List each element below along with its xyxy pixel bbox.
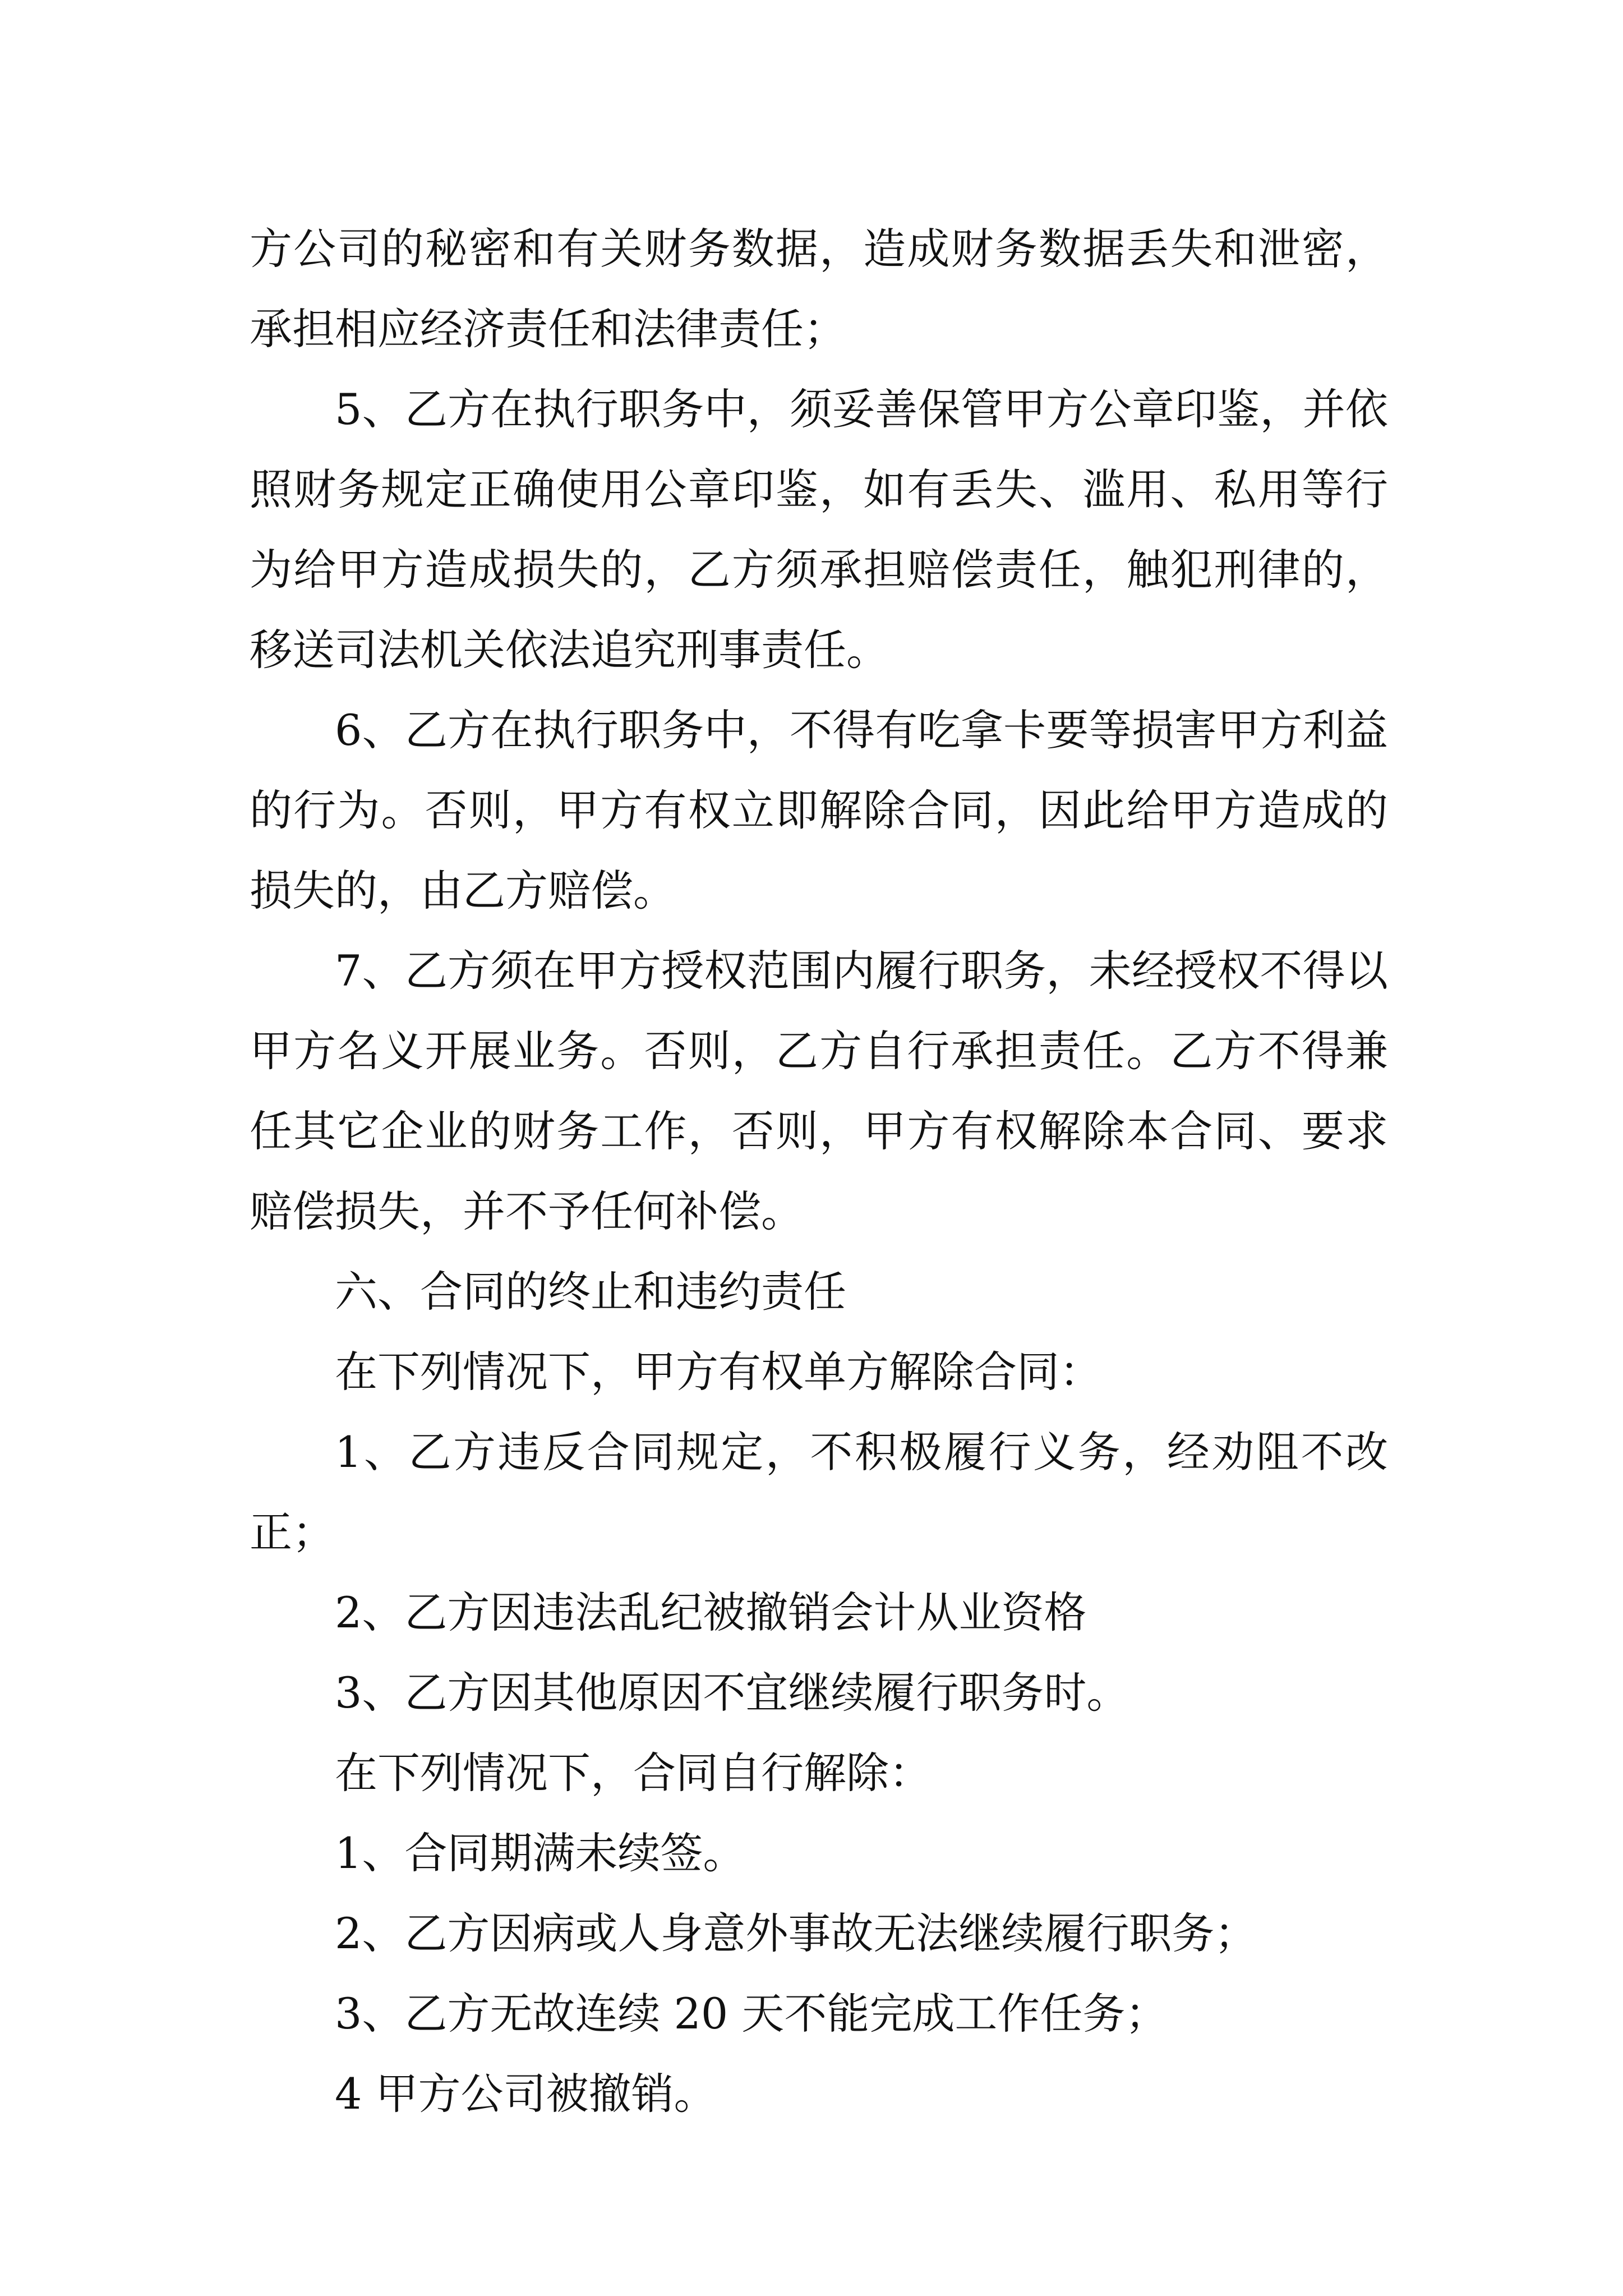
list-item-automatic-3: 3、乙方无故连续 20 天不能完成工作任务；	[335, 1989, 1168, 2039]
paragraph-clause-5: 5、乙方在执行职务中，须妥善保管甲方公章印鉴，并依照财务规定正确使用公章印鉴，如有丢失、滥用、私用等行为给甲方造成损失的，乙方须承担赔偿责任，触犯刑律的，移送司法机关依法追究刑事责任。	[250, 384, 1388, 675]
list-item-automatic-4: 4 甲方公司被撤销。	[335, 2069, 717, 2119]
list-item-automatic-1: 1、合同期满未续签。	[335, 1828, 746, 1878]
paragraph-clause-6: 6、乙方在执行职务中，不得有吃拿卡要等损害甲方利益的行为。否则，甲方有权立即解除合同，因此给甲方造成的损失的，由乙方赔偿。	[250, 705, 1388, 915]
document-body	[250, 209, 1388, 2134]
paragraph-automatic-intro: 在下列情况下，合同自行解除：	[335, 1748, 932, 1798]
list-item-unilateral-3: 3、乙方因其他原因不宜继续履行职务时。	[335, 1668, 1129, 1718]
paragraph-clause-7: 7、乙方须在甲方授权范围内履行职务，未经授权不得以甲方名义开展业务。否则，乙方自行承担责任。乙方不得兼任其它企业的财务工作，否则，甲方有权解除本合同、要求赔偿损失，并不予任何补偿。	[250, 946, 1388, 1236]
section-heading-termination: 六、合同的终止和违约责任	[335, 1267, 846, 1317]
paragraph-continuation: 方公司的秘密和有关财务数据，造成财务数据丢失和泄密，承担相应经济责任和法律责任；	[250, 224, 1388, 354]
list-item-unilateral-2: 2、乙方因违法乱纪被撤销会计从业资格	[335, 1588, 1087, 1637]
paragraph-unilateral-intro: 在下列情况下，甲方有权单方解除合同：	[335, 1347, 1102, 1397]
list-item-automatic-2: 2、乙方因病或人身意外事故无法继续履行职务；	[335, 1908, 1257, 1958]
list-item-unilateral-1: 1、乙方违反合同规定，不积极履行义务，经劝阻不改正；	[250, 1427, 1388, 1557]
